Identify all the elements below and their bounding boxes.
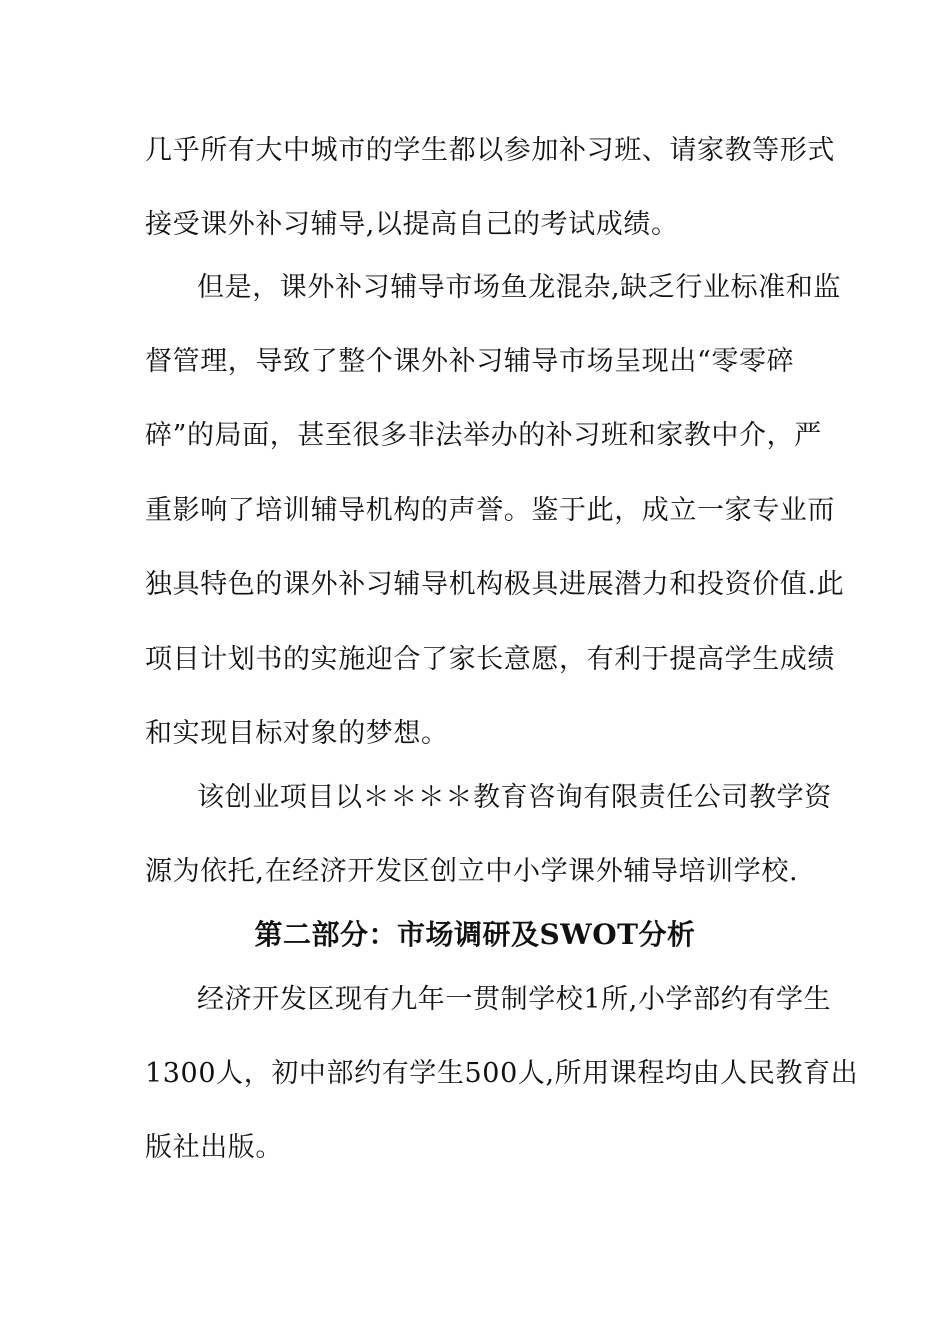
paragraph-line: 督管理，导致了整个课外补习辅导市场呈现出“零零碎 xyxy=(145,346,795,377)
paragraph-line: 但是，课外补习辅导市场鱼龙混杂,缺乏行业标准和监 xyxy=(197,272,841,303)
paragraph-line: 1300人，初中部约有学生500人,所用课程均由人民教育出 xyxy=(145,1058,859,1089)
paragraph-line: 接受课外补习辅导,以提高自己的考试成绩。 xyxy=(145,209,679,240)
paragraph-line: 该创业项目以＊＊＊＊教育咨询有限责任公司教学资 xyxy=(197,782,832,813)
paragraph-line: 碎”的局面，甚至很多非法举办的补习班和家教中介，严 xyxy=(145,420,822,451)
paragraph-line: 独具特色的课外补习辅导机构极具进展潜力和投资价值.此 xyxy=(145,569,845,600)
paragraph-line: 和实现目标对象的梦想。 xyxy=(145,718,449,749)
paragraph-line: 项目计划书的实施迎合了家长意愿，有利于提高学生成绩 xyxy=(145,644,835,675)
paragraph-line: 几乎所有大中城市的学生都以参加补习班、请家教等形式 xyxy=(145,135,835,166)
paragraph-line: 源为依托,在经济开发区创立中小学课外辅导培训学校. xyxy=(145,856,799,887)
paragraph-line: 版社出版。 xyxy=(145,1132,283,1163)
section-heading: 第二部分：市场调研及SWOT分析 xyxy=(254,918,696,951)
paragraph-line: 重影响了培训辅导机构的声誉。鉴于此，成立一家专业而 xyxy=(145,495,835,526)
paragraph-line: 经济开发区现有九年一贯制学校1所,小学部约有学生 xyxy=(197,984,832,1015)
